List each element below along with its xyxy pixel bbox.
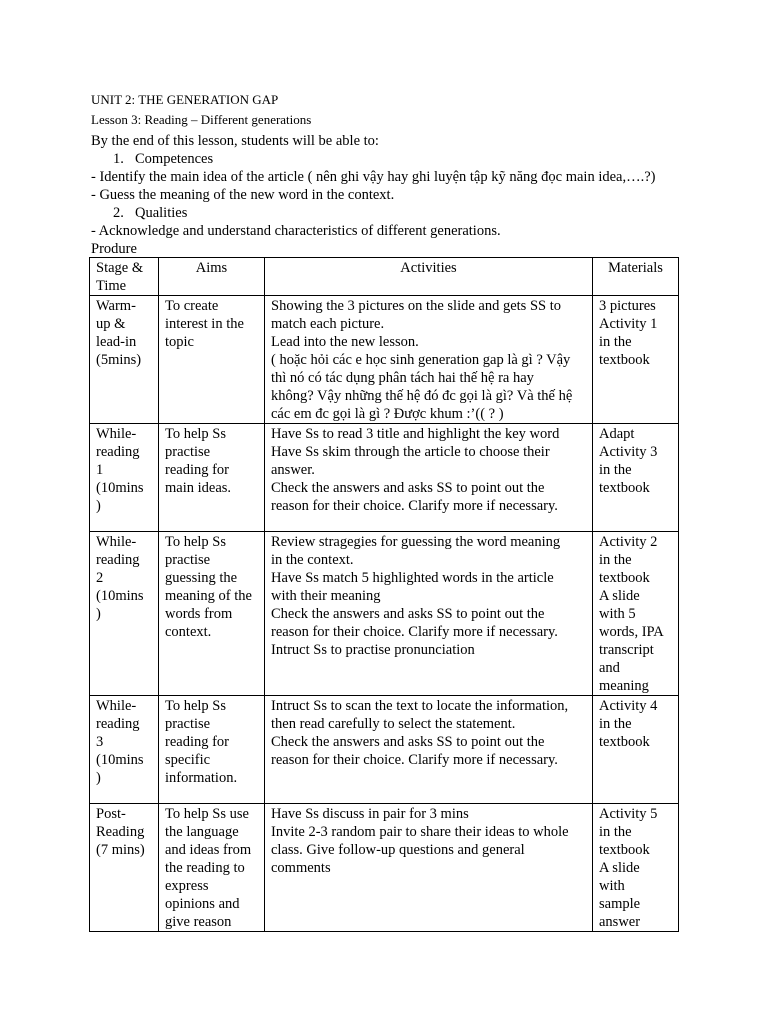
stage-line: 2: [96, 570, 104, 586]
materials-line: textbook: [599, 734, 650, 750]
materials-line: meaning: [599, 678, 649, 694]
aims-line: To help Ss: [165, 534, 227, 550]
column-header-stage: Stage & Time: [90, 258, 159, 296]
stage-line: (5mins): [96, 352, 142, 368]
activities-line: Intruct Ss to practise pronunciation: [271, 642, 475, 658]
cell-activities: [265, 696, 593, 804]
materials-line: sample: [599, 896, 641, 912]
aims-line: information.: [165, 770, 238, 786]
activities-line: comments: [271, 860, 331, 876]
aims-line: express: [165, 878, 209, 894]
cell-stage: [90, 804, 159, 932]
column-header-aims: Aims: [159, 258, 265, 296]
cell-aims: [159, 424, 265, 532]
materials-line: textbook: [599, 480, 650, 496]
materials-line: in the: [599, 552, 632, 568]
activities-line: Check the answers and asks SS to point out the: [271, 734, 545, 750]
aims-line: interest in the: [165, 316, 244, 332]
activities-line: ( hoặc hỏi các e học sinh generation gap là gì ? Vậy: [271, 352, 571, 368]
cell-aims: [159, 696, 265, 804]
table-row: [90, 296, 679, 424]
activities-line: match each picture.: [271, 316, 385, 332]
aims-line: reading for: [165, 462, 230, 478]
materials-line: in the: [599, 716, 632, 732]
aims-line: To help Ss use: [165, 806, 249, 822]
aims-line: practise: [165, 716, 211, 732]
stage-line: ): [96, 498, 101, 514]
aims-line: words from: [165, 606, 233, 622]
stage-line: While-: [96, 426, 137, 442]
stage-line: reading: [96, 444, 140, 460]
activities-line: answer.: [271, 462, 315, 478]
stage-line: ): [96, 606, 101, 622]
activities-line: in the context.: [271, 552, 354, 568]
stage-line: While-: [96, 698, 137, 714]
materials-line: in the: [599, 334, 632, 350]
materials-line: Activity 2: [599, 534, 658, 550]
materials-line: Activity 3: [599, 444, 658, 460]
activities-line: Lead into the new lesson.: [271, 334, 419, 350]
stage-line: Reading: [96, 824, 145, 840]
activities-line: reason for their choice. Clarify more if necessary.: [271, 624, 558, 640]
table-row: [90, 424, 679, 532]
stage-line: Warm-: [96, 298, 136, 314]
activities-line: Have Ss skim through the article to choose their: [271, 444, 550, 460]
column-header-materials: Materials: [593, 258, 679, 296]
stage-line: ): [96, 770, 101, 786]
competences-number: 1.: [113, 151, 124, 167]
stage-line: Post-: [96, 806, 126, 822]
activities-line: Invite 2-3 random pair to share their ideas to whole: [271, 824, 569, 840]
cell-activities: [265, 532, 593, 696]
activities-line: Showing the 3 pictures on the slide and gets SS to: [271, 298, 561, 314]
aims-line: guessing the: [165, 570, 238, 586]
activities-line: Have Ss match 5 highlighted words in the article: [271, 570, 554, 586]
aims-line: To help Ss: [165, 426, 227, 442]
qualities-label: Qualities: [135, 205, 188, 221]
aims-line: and ideas from: [165, 842, 252, 858]
activities-line: Check the answers and asks SS to point out the: [271, 606, 545, 622]
materials-line: words, IPA: [599, 624, 664, 640]
cell-aims: [159, 804, 265, 932]
cell-stage: [90, 424, 159, 532]
materials-line: textbook: [599, 842, 650, 858]
stage-line: (10mins: [96, 588, 144, 604]
materials-line: A slide: [599, 860, 640, 876]
aims-line: give reason: [165, 914, 232, 930]
activities-line: reason for their choice. Clarify more if necessary.: [271, 752, 558, 768]
cell-materials: [593, 532, 679, 696]
table-row: [90, 804, 679, 932]
cell-materials: [593, 696, 679, 804]
cell-aims: [159, 296, 265, 424]
aims-line: the reading to: [165, 860, 245, 876]
activities-line: with their meaning: [271, 588, 381, 604]
activities-line: class. Give follow-up questions and general: [271, 842, 525, 858]
cell-materials: [593, 296, 679, 424]
materials-line: in the: [599, 824, 632, 840]
procedure-table: [89, 257, 679, 932]
cell-activities: [265, 804, 593, 932]
cell-materials: [593, 804, 679, 932]
aims-line: topic: [165, 334, 194, 350]
activities-line: Review stragegies for guessing the word meaning: [271, 534, 561, 550]
cell-activities: [265, 424, 593, 532]
qualities-number: 2.: [113, 205, 124, 221]
cell-aims: [159, 532, 265, 696]
cell-activities: [265, 296, 593, 424]
qualities-heading: [91, 204, 691, 222]
competences-heading: [91, 150, 691, 168]
activities-line: Have Ss to read 3 title and highlight the key word: [271, 426, 560, 442]
stage-line: reading: [96, 716, 140, 732]
materials-line: in the: [599, 462, 632, 478]
aims-line: practise: [165, 552, 211, 568]
materials-line: A slide: [599, 588, 640, 604]
materials-line: answer: [599, 914, 641, 930]
stage-line: 1: [96, 462, 104, 478]
unit-title: UNIT 2: THE GENERATION GAP: [91, 92, 279, 107]
competence-item-2: - Guess the meaning of the new word in the context.: [91, 187, 395, 203]
stage-line: (10mins: [96, 480, 144, 496]
cell-stage: [90, 696, 159, 804]
materials-line: textbook: [599, 352, 650, 368]
quality-item-1: - Acknowledge and understand characteristics of different generations.: [91, 223, 501, 239]
lesson-header: [91, 91, 691, 258]
activities-line: không? Vậy những thế hệ đó đc gọi là gì? Và thế hệ: [271, 388, 573, 404]
activities-line: then read carefully to select the statement.: [271, 716, 516, 732]
stage-line: 3: [96, 734, 104, 750]
aims-line: To create: [165, 298, 219, 314]
materials-line: Activity 5: [599, 806, 658, 822]
stage-line: While-: [96, 534, 137, 550]
materials-line: 3 pictures: [599, 298, 656, 314]
competence-item-1: - Identify the main idea of the article ( nên ghi vậy hay ghi luyện tập kỹ năng đọc main idea,….?): [91, 169, 656, 185]
table-header-row: [90, 258, 679, 296]
activities-line: Intruct Ss to scan the text to locate the information,: [271, 698, 569, 714]
aims-line: context.: [165, 624, 212, 640]
stage-line: lead-in: [96, 334, 137, 350]
stage-line: up &: [96, 316, 126, 332]
aims-line: practise: [165, 444, 211, 460]
cell-materials: [593, 424, 679, 532]
aims-line: the language: [165, 824, 239, 840]
materials-line: textbook: [599, 570, 650, 586]
activities-line: reason for their choice. Clarify more if necessary.: [271, 498, 558, 514]
column-header-activities: Activities: [265, 258, 593, 296]
intro-text: By the end of this lesson, students will be able to:: [91, 133, 379, 149]
materials-line: transcript: [599, 642, 654, 658]
table-row: [90, 532, 679, 696]
aims-line: main ideas.: [165, 480, 232, 496]
aims-line: meaning of the: [165, 588, 252, 604]
stage-line: reading: [96, 552, 140, 568]
lesson-title: Lesson 3: Reading – Different generations: [91, 112, 312, 127]
aims-line: reading for: [165, 734, 230, 750]
materials-line: Adapt: [599, 426, 635, 442]
stage-line: (7 mins): [96, 842, 145, 858]
aims-line: To help Ss: [165, 698, 227, 714]
aims-line: specific: [165, 752, 211, 768]
materials-line: Activity 4: [599, 698, 658, 714]
activities-line: thì nó có tác dụng phân tách hai thế hệ ra hay: [271, 370, 534, 386]
cell-stage: [90, 296, 159, 424]
activities-line: Check the answers and asks SS to point out the: [271, 480, 545, 496]
procedure-label: Produre: [91, 241, 137, 257]
aims-line: opinions and: [165, 896, 240, 912]
activities-line: các em đc gọi là gì ? Được khum :’(( ? ): [271, 406, 504, 422]
table-row: [90, 696, 679, 804]
competences-label: Competences: [135, 151, 214, 167]
materials-line: with 5: [599, 606, 636, 622]
materials-line: with: [599, 878, 625, 894]
cell-stage: [90, 532, 159, 696]
activities-line: Have Ss discuss in pair for 3 mins: [271, 806, 469, 822]
materials-line: Activity 1: [599, 316, 658, 332]
materials-line: and: [599, 660, 620, 676]
stage-line: (10mins: [96, 752, 144, 768]
